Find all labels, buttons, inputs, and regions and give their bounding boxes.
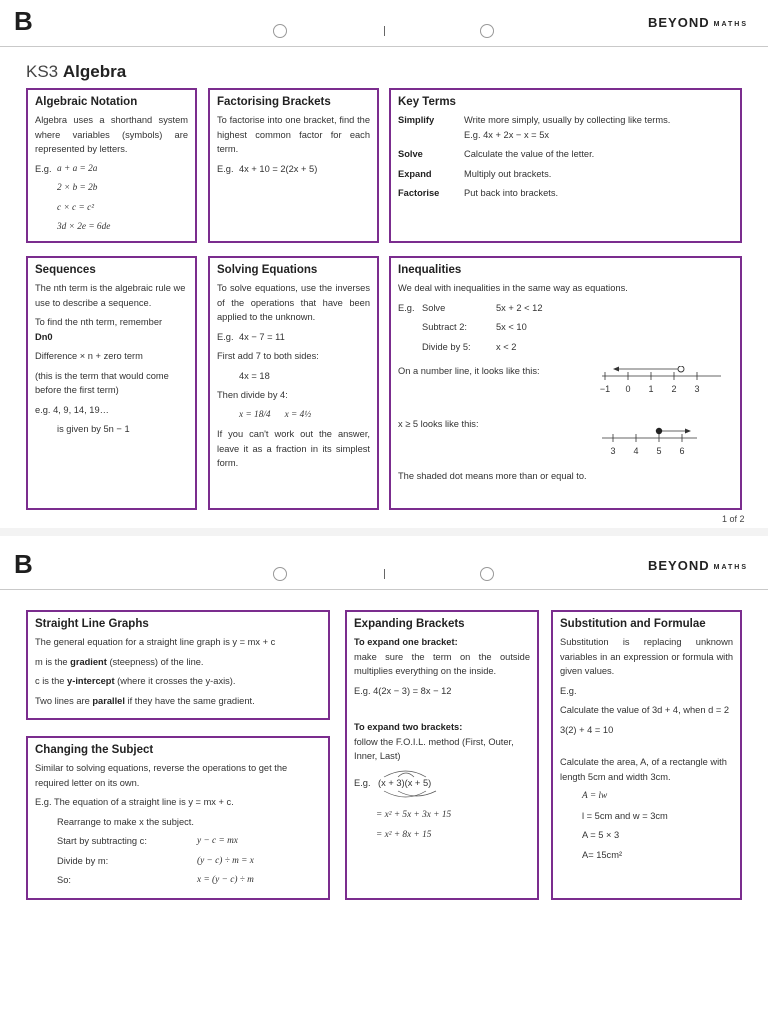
card-title: Changing the Subject: [35, 744, 154, 756]
card-title: Solving Equations: [217, 264, 318, 276]
tick-label: 3: [694, 384, 700, 394]
binder-hole-icon: [480, 24, 494, 38]
tick-label: 4: [633, 446, 639, 456]
sequences-card: [26, 256, 197, 510]
example: 3(2) + 4 = 10: [560, 724, 614, 735]
binder-hole-icon: [273, 567, 287, 581]
card-title: Algebraic Notation: [35, 96, 138, 108]
card-subheading: To expand one bracket:: [354, 637, 458, 647]
page-break: [0, 528, 768, 536]
beyond-logo-icon: B: [14, 6, 33, 36]
example: E.g. The equation of a straight line is y = mx + c.: [35, 797, 234, 807]
card-text: The nth term is the algebraic rule we use to describe a sequence.: [35, 283, 186, 308]
example: 4x + 10 = 2(2x + 5): [239, 163, 318, 174]
tick-label: 0: [625, 384, 631, 394]
card-title: Key Terms: [398, 96, 456, 108]
example: E.g. 4(2x − 3) = 8x − 12: [354, 685, 452, 696]
card-text: If you can't work out the answer, leave it as a fraction in its simplest form.: [217, 429, 370, 468]
divider: [0, 46, 768, 47]
card-text: Rearrange to make x the subject.: [57, 816, 194, 827]
eg-label: E.g.: [35, 163, 52, 174]
algebraic-notation-card: [26, 88, 197, 243]
card-text: First add 7 to both sides:: [217, 351, 319, 361]
expanding-brackets-card: [345, 610, 539, 900]
equation: A = lw: [582, 791, 608, 801]
eg-label: E.g.: [398, 302, 415, 313]
number-line-less-than-2: [599, 366, 729, 398]
changing-the-subject-card: Changing the Subject Similar to solving equations, reverse the operations to get the required letter on its own. E.g. The equation of a straight line is y = mx + c. Rearrange to make x the subject. Start by subtracting c: y − c = mx Divide by m: (y − c) ÷ m = x So: x = (y − c) ÷ m: [26, 736, 330, 900]
card-subheading: To expand two brackets:: [354, 722, 463, 732]
binder-hole-icon: [273, 24, 287, 38]
card-text: Algebra uses a shorthand system where variables (symbols) are represented by letters.: [35, 115, 188, 154]
inequalities-card: Inequalities We deal with inequalities in the same way as equations. E.g. Solve 5x + 2 < 12 Subtract 2: 5x < 10 Divide by 5: x < 2 On a number line, it looks like this: −1 0 1 2 3 x ≥ 5 looks like this: 3 4 5 6 The shaded dot means more than or equal to.: [389, 256, 742, 510]
tick-label: 3: [610, 446, 616, 456]
example: a + a = 2a: [57, 163, 98, 174]
card-text: Substitution is replacing unknown variables in an expression or formula with given values.: [560, 637, 733, 676]
card-text: On a number line, it looks like this:: [398, 366, 540, 376]
card-text: Calculate the value of 3d + 4, when d = 2: [560, 705, 730, 715]
divider: [0, 589, 768, 590]
card-text: Calculate the area, A, of a rectangle with length 5cm and width 3cm.: [560, 757, 727, 782]
equation: l = 5cm and w = 3cm: [582, 810, 668, 821]
card-title: Inequalities: [398, 264, 462, 276]
eg-label: E.g.: [354, 777, 371, 788]
divider: [384, 26, 385, 36]
example: c × c = c²: [57, 202, 95, 213]
brand-name: BEYOND MATHS: [648, 558, 748, 573]
equation: x = 4½: [284, 409, 312, 420]
card-text: The general equation for a straight line graph is y = mx + c: [35, 637, 276, 647]
key-terms-card: [389, 88, 742, 243]
tick-label: 1: [648, 384, 654, 394]
equation: = x² + 8x + 15: [376, 829, 432, 840]
solving-equations-card: [208, 256, 379, 510]
card-text: To solve equations, use the inverses of the operations that have been applied to the unknown.: [217, 283, 370, 322]
equation: = x² + 5x + 3x + 15: [376, 810, 452, 820]
key-term-row: Expand Multiply out brackets.: [398, 168, 552, 179]
example: 2 × b = 2b: [57, 183, 98, 193]
foil-arcs-icon: [376, 769, 446, 799]
number-line-x-ge-5: [599, 424, 709, 456]
page-title: KS3 Algebra: [26, 62, 127, 81]
straight-line-graphs-card: [26, 610, 330, 720]
card-text: Similar to solving equations, reverse the operations to get the required letter on its own.: [35, 763, 288, 788]
substitution-formulae-card: [551, 610, 742, 900]
equation: A= 15cm²: [582, 849, 623, 860]
mnemonic: Dn0: [35, 331, 53, 342]
card-text: We deal with inequalities in the same way as equations.: [398, 283, 628, 293]
card-text: To find the nth term, remember: [35, 317, 163, 327]
card-text: (this is the term that would come before the first term): [35, 370, 169, 395]
card-text: The shaded dot means more than or equal to.: [398, 471, 587, 481]
binder-hole-icon: [480, 567, 494, 581]
card-title: Sequences: [35, 264, 96, 276]
example: (x + 3)(x + 5): [378, 777, 432, 788]
card-text: To factorise into one bracket, find the highest common factor for each term.: [217, 115, 370, 154]
equation: 4x − 7 = 11: [239, 331, 285, 342]
key-term-row: Simplify Write more simply, usually by collecting like terms. E.g. 4x + 2x − x = 5x: [398, 115, 671, 140]
equation: A = 5 × 3: [582, 830, 620, 840]
beyond-logo-icon: B: [14, 549, 33, 579]
eg-label: E.g.: [217, 163, 234, 174]
card-text: follow the F.O.I.L. method (First, Outer, Inner, Last): [354, 736, 514, 761]
example: is given by 5n − 1: [57, 424, 130, 434]
factorising-brackets-card: [208, 88, 379, 243]
example: e.g. 4, 9, 14, 19…: [35, 404, 109, 415]
card-title: Substitution and Formulae: [560, 618, 706, 630]
card-text: Difference × n + zero term: [35, 351, 143, 361]
divider: [384, 569, 385, 579]
card-title: Factorising Brackets: [217, 96, 331, 108]
tick-label: 2: [671, 384, 677, 394]
key-term-row: Factorise Put back into brackets.: [398, 188, 559, 198]
page-number: 1 of 2: [722, 514, 745, 524]
card-text: x ≥ 5 looks like this:: [398, 418, 479, 429]
tick-label: 6: [679, 446, 685, 456]
eg-label: E.g.: [560, 685, 577, 696]
card-title: Straight Line Graphs: [35, 618, 149, 630]
example: 3d × 2e = 6de: [57, 222, 111, 232]
key-term-row: Solve Calculate the value of the letter.: [398, 149, 595, 159]
card-title: Expanding Brackets: [354, 618, 465, 630]
card-text: c is the y-intercept (where it crosses the y-axis).: [35, 676, 236, 686]
card-text: m is the gradient (steepness) of the line.: [35, 656, 204, 667]
brand-name: BEYOND MATHS: [648, 15, 748, 30]
card-text: make sure the term on the outside multiplies everything on the inside.: [354, 651, 530, 676]
tick-label: −1: [599, 384, 611, 394]
tick-label: 5: [656, 446, 662, 456]
equation: x = 18/4: [239, 409, 271, 420]
equation: 4x = 18: [239, 370, 270, 381]
card-text: Two lines are parallel if they have the same gradient.: [35, 695, 255, 706]
eg-label: E.g.: [217, 331, 234, 342]
card-text: Then divide by 4:: [217, 390, 288, 400]
